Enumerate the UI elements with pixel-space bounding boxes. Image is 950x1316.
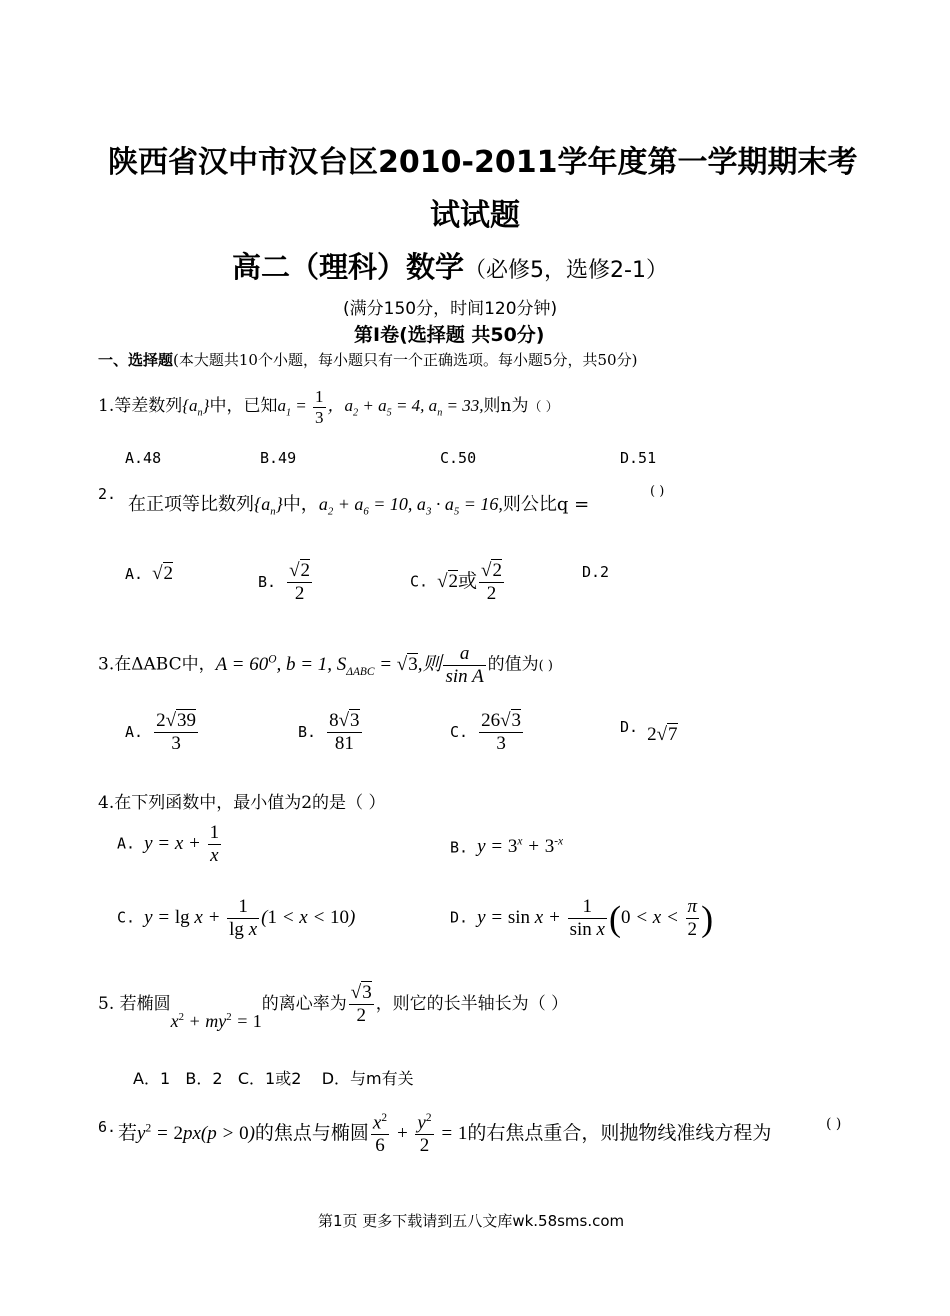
- question-4: [98, 788, 385, 813]
- q1-option-d: D.51: [620, 449, 657, 467]
- question-5: [98, 982, 569, 1031]
- part-heading: 第I卷(选择题 共50分): [354, 324, 545, 346]
- q4-option-d-label: D.: [450, 908, 469, 927]
- q5-text-mid: 的离心率为: [261, 993, 347, 1014]
- q3-option-b-value: $\frac{8√3}{81}$: [329, 710, 360, 754]
- q2-text-pre: 在正项等比数列: [128, 494, 254, 515]
- q5-text-post: ，则它的长半轴长为: [375, 993, 529, 1014]
- q3-formula: $A = 60^O$, b = 1, $S_{\Delta ABC} = √3$,则 $\frac{a}{\text{sin A}}$: [215, 643, 484, 687]
- section-heading: [98, 349, 637, 370]
- q4-option-c: [117, 896, 355, 941]
- q6-blank: ( ): [826, 1116, 842, 1132]
- question-2: [128, 490, 589, 518]
- subject-scope: （必修5，选修2-1）: [464, 258, 668, 283]
- q1-text-post: 则n为: [483, 395, 529, 416]
- q3-text-post: 的值为: [487, 654, 539, 675]
- q1-option-a: A.48: [125, 449, 162, 467]
- q4-text: 在下列函数中，最小值为2的是: [114, 793, 347, 813]
- section-title: 一、选择题: [98, 351, 174, 369]
- q4-option-c-value: y = lg x + $\frac{1}{\text{lg x}}$ (1 < x < 10): [144, 896, 356, 940]
- q3-option-d-value: 2√7: [647, 724, 678, 745]
- section-instructions: (本大题共10个小题，每小题只有一个正确选项。每小题5分，共50分): [173, 351, 638, 369]
- title-line-1: 陕西省汉中市汉台区2010-2011学年度第一学期期末考: [108, 145, 858, 180]
- q1-sequence: $\{a_n\}$: [182, 395, 210, 419]
- q5-option-a: A．1: [133, 1069, 171, 1088]
- q4-number: 4.: [98, 793, 115, 813]
- q5-number: 5.: [98, 993, 115, 1014]
- q4-option-b-value: $y = 3^x + 3^{-x}$: [477, 836, 564, 858]
- q5-text-pre: 若椭圆: [119, 993, 171, 1014]
- q6-parabola: $y^2 = 2px(p > 0)$: [137, 1122, 255, 1144]
- q5-options: [133, 1066, 414, 1089]
- q1-blank: （ ）: [528, 399, 559, 415]
- q6-ellipse: $\frac{x^2}{6}$ + $\frac{y^2}{2}$ = 1: [372, 1112, 468, 1157]
- q3-option-d-label: D.: [620, 718, 639, 736]
- q4-blank: （ ）: [346, 793, 386, 813]
- q2-option-c-label: C.: [410, 572, 429, 591]
- q3-option-c-value: $\frac{26√3}{3}$: [481, 710, 522, 754]
- q3-option-a: [125, 710, 200, 755]
- q3-number: 3.: [98, 654, 115, 675]
- q1-option-b: B.49: [260, 449, 297, 467]
- q2-sequence: $\{a_n\}$: [254, 494, 283, 518]
- q2-or-word: 或: [458, 570, 478, 592]
- q5-option-c: C．1或2: [237, 1069, 302, 1088]
- q3-blank: ( ): [538, 658, 553, 674]
- q4-option-c-label: C.: [117, 908, 136, 927]
- q4-option-d-value: y = sin x + $\frac{1}{\text{sin x}}$ (0 < x < $\frac{\pi}{2}$ ): [477, 896, 714, 940]
- q5-blank: （ ）: [528, 993, 569, 1014]
- q6-text-pre: 若: [118, 1121, 138, 1144]
- q2-option-c-value: √2或 $\frac{√2}{2}$: [437, 560, 502, 604]
- q1-option-c: C.50: [440, 449, 477, 467]
- q3-option-d: [620, 716, 678, 745]
- q2-text-mid: 中，: [282, 494, 319, 515]
- q4-option-a: [117, 822, 223, 867]
- subject-title: 高二（理科）数学: [232, 250, 465, 284]
- q2-text-post: 则公比q =: [502, 494, 590, 515]
- q5-ellipse: $x^2 + my^2 = 1$: [170, 1010, 262, 1031]
- q2-number: 2.: [98, 485, 117, 503]
- q2-option-d: D.2: [582, 563, 610, 581]
- q1-text-pre: 等差数列: [114, 395, 183, 416]
- q2-blank: ( ): [650, 484, 665, 499]
- subject-heading: [232, 245, 668, 286]
- question-3: [98, 643, 553, 688]
- q1-text-mid: 中，已知: [209, 395, 278, 416]
- q2-option-c: [410, 560, 506, 605]
- title-line-2: 试试题: [430, 198, 520, 233]
- q4-option-a-value: y = x + $\frac{1}{x}$: [144, 822, 220, 866]
- question-6: [118, 1112, 771, 1157]
- q2-option-b: [258, 560, 314, 605]
- q3-option-a-value: $\frac{2√39}{3}$: [156, 710, 197, 754]
- q5-option-b: B．2: [185, 1069, 223, 1088]
- q3-option-b-label: B.: [298, 722, 317, 741]
- q2-option-a-label: A.: [125, 565, 144, 583]
- q3-option-c-label: C.: [450, 722, 469, 741]
- q2-option-a-value: √2: [152, 563, 174, 584]
- q3-option-a-label: A.: [125, 722, 144, 741]
- q1-number: 1.: [98, 395, 115, 416]
- q3-text-pre: 在ΔABC中，: [114, 654, 216, 675]
- q5-eccentricity: $\frac{√3}{2}$: [350, 982, 372, 1026]
- page-footer: 第1页 更多下载请到五八文库wk.58sms.com: [318, 1212, 625, 1230]
- q2-option-a: [125, 563, 173, 585]
- q3-option-c: [450, 710, 525, 755]
- exam-time: (满分150分，时间120分钟): [343, 299, 558, 319]
- q4-option-d: [450, 896, 713, 941]
- q4-option-b-label: B.: [450, 838, 469, 857]
- q2-formula: $a_2 + a_6 = 10$, $a_3 \cdot a_5 = 16$,: [318, 494, 503, 518]
- q2-option-b-label: B.: [258, 572, 277, 591]
- q5-option-d: D．与m有关: [321, 1069, 414, 1088]
- q6-number: 6.: [98, 1118, 117, 1136]
- q4-option-a-label: A.: [117, 834, 136, 853]
- q6-text-mid: 的焦点与椭圆: [254, 1121, 369, 1144]
- q4-option-b: [450, 836, 563, 858]
- q1-formula: $a_1$ = $\frac{1}{3}$ ，$a_2 + a_5 = 4$, $a_n = 33$,: [277, 387, 484, 427]
- q6-text-post: 的右焦点重合，则抛物线准线方程为: [467, 1121, 772, 1144]
- q2-option-b-value: $\frac{√2}{2}$: [289, 560, 311, 604]
- q3-option-b: [298, 710, 364, 755]
- question-1: [98, 387, 559, 427]
